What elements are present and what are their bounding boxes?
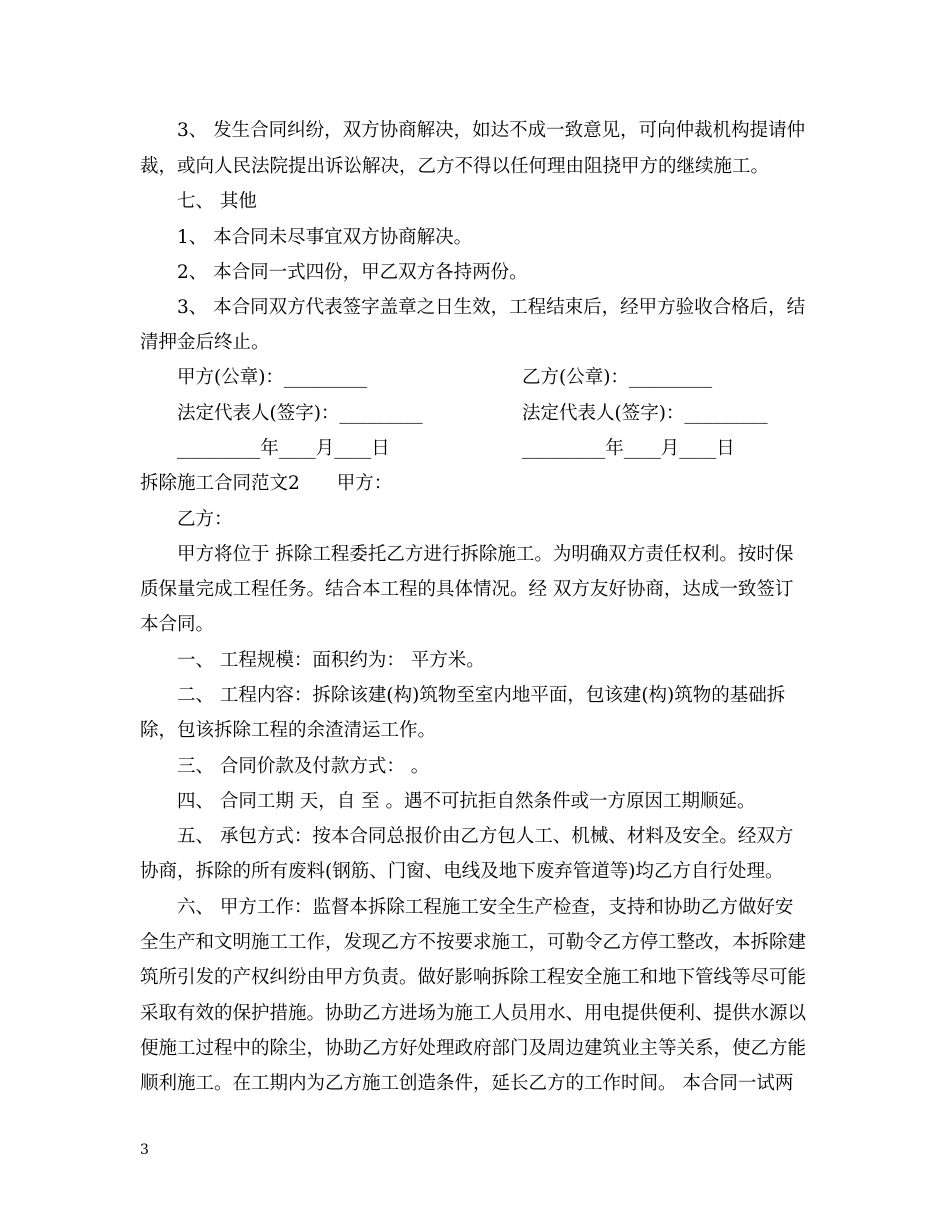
other-clause-3-line-1: 3、 本合同双方代表签字盖章之日生效，工程结束后，经甲方验收合格后，结	[177, 297, 806, 318]
party-b-date-field: _________年____月____日	[522, 438, 735, 459]
party-b-representative-field: 法定代表人(签字)：_________	[522, 403, 768, 424]
article-six-line-1: 六、 甲方工作：监督本拆除工程施工安全生产检查，支持和协助乙方做好安	[177, 897, 794, 918]
intro-line-1: 甲方将位于 拆除工程委托乙方进行拆除施工。为明确双方责任权利。按时保	[177, 544, 794, 565]
article-six-line-5: 便施工过程中的除尘，协助乙方好处理政府部门及周边建筑业主等关系，使乙方能	[140, 1038, 807, 1059]
intro-line-2: 质保量完成工程任务。结合本工程的具体情况。经 双方友好协商，达成一致签订	[140, 579, 794, 600]
article-six-line-2: 全生产和文明施工工作，发现乙方不按要求施工，可勒令乙方停工整改，本拆除建	[140, 932, 807, 953]
article-three-price: 三、 合同价款及付款方式： 。	[177, 756, 430, 777]
party-a-representative-field: 法定代表人(签字)：_________	[177, 403, 423, 424]
article-one-scale: 一、 工程规模：面积约为： 平方米。	[177, 650, 485, 671]
article-six-line-4: 采取有效的保护措施。协助乙方进场为施工人员用水、用电提供便利、提供水源以	[140, 1003, 807, 1024]
other-clause-2: 2、 本合同一式四份，甲乙双方各持两份。	[177, 262, 528, 283]
article-six-line-3: 筑所引发的产权纠纷由甲方负责。做好影响拆除工程安全施工和地下管线等尽可能	[140, 967, 807, 988]
article-six-line-6: 顺利施工。在工期内为乙方施工创造条件，延长乙方的工作时间。 本合同一试两	[140, 1073, 794, 1094]
clause-3-line-2: 裁，或向人民法院提出诉讼解决，乙方不得以任何理由阻挠甲方的继续施工。	[140, 156, 770, 177]
party-b-seal-field: 乙方(公章)：_________	[522, 367, 713, 388]
page-number: 3	[140, 1142, 149, 1158]
article-four-period: 四、 合同工期 天，自 至 。遇不可抗拒自然条件或一方原因工期顺延。	[177, 791, 756, 812]
party-b-label: 乙方：	[177, 509, 233, 530]
other-clause-3-line-2: 清押金后终止。	[140, 332, 270, 353]
party-a-date-field: _________年____月____日	[177, 438, 390, 459]
intro-line-3: 本合同。	[140, 614, 215, 635]
article-two-line-1: 二、 工程内容：拆除该建(构)筑物至室内地平面，包该建(构)筑物的基础拆	[177, 685, 786, 706]
article-five-line-1: 五、 承包方式：按本合同总报价由乙方包人工、机械、材料及安全。经双方	[177, 826, 794, 847]
article-five-line-2: 协商，拆除的所有废料(钢筋、门窗、电线及地下废弃管道等)均乙方自行处理。	[140, 861, 784, 882]
clause-3-line-1: 3、 发生合同纠纷，双方协商解决，如达不成一致意见，可向仲裁机构提请仲	[177, 120, 806, 141]
contract-template-2-heading: 拆除施工合同范文2 甲方：	[140, 473, 393, 494]
article-two-line-2: 除，包该拆除工程的余渣清运工作。	[140, 720, 437, 741]
other-clause-1: 1、 本合同未尽事宜双方协商解决。	[177, 227, 473, 248]
section-seven-heading: 七、 其他	[177, 191, 257, 212]
party-a-seal-field: 甲方(公章)：_________	[177, 367, 368, 388]
